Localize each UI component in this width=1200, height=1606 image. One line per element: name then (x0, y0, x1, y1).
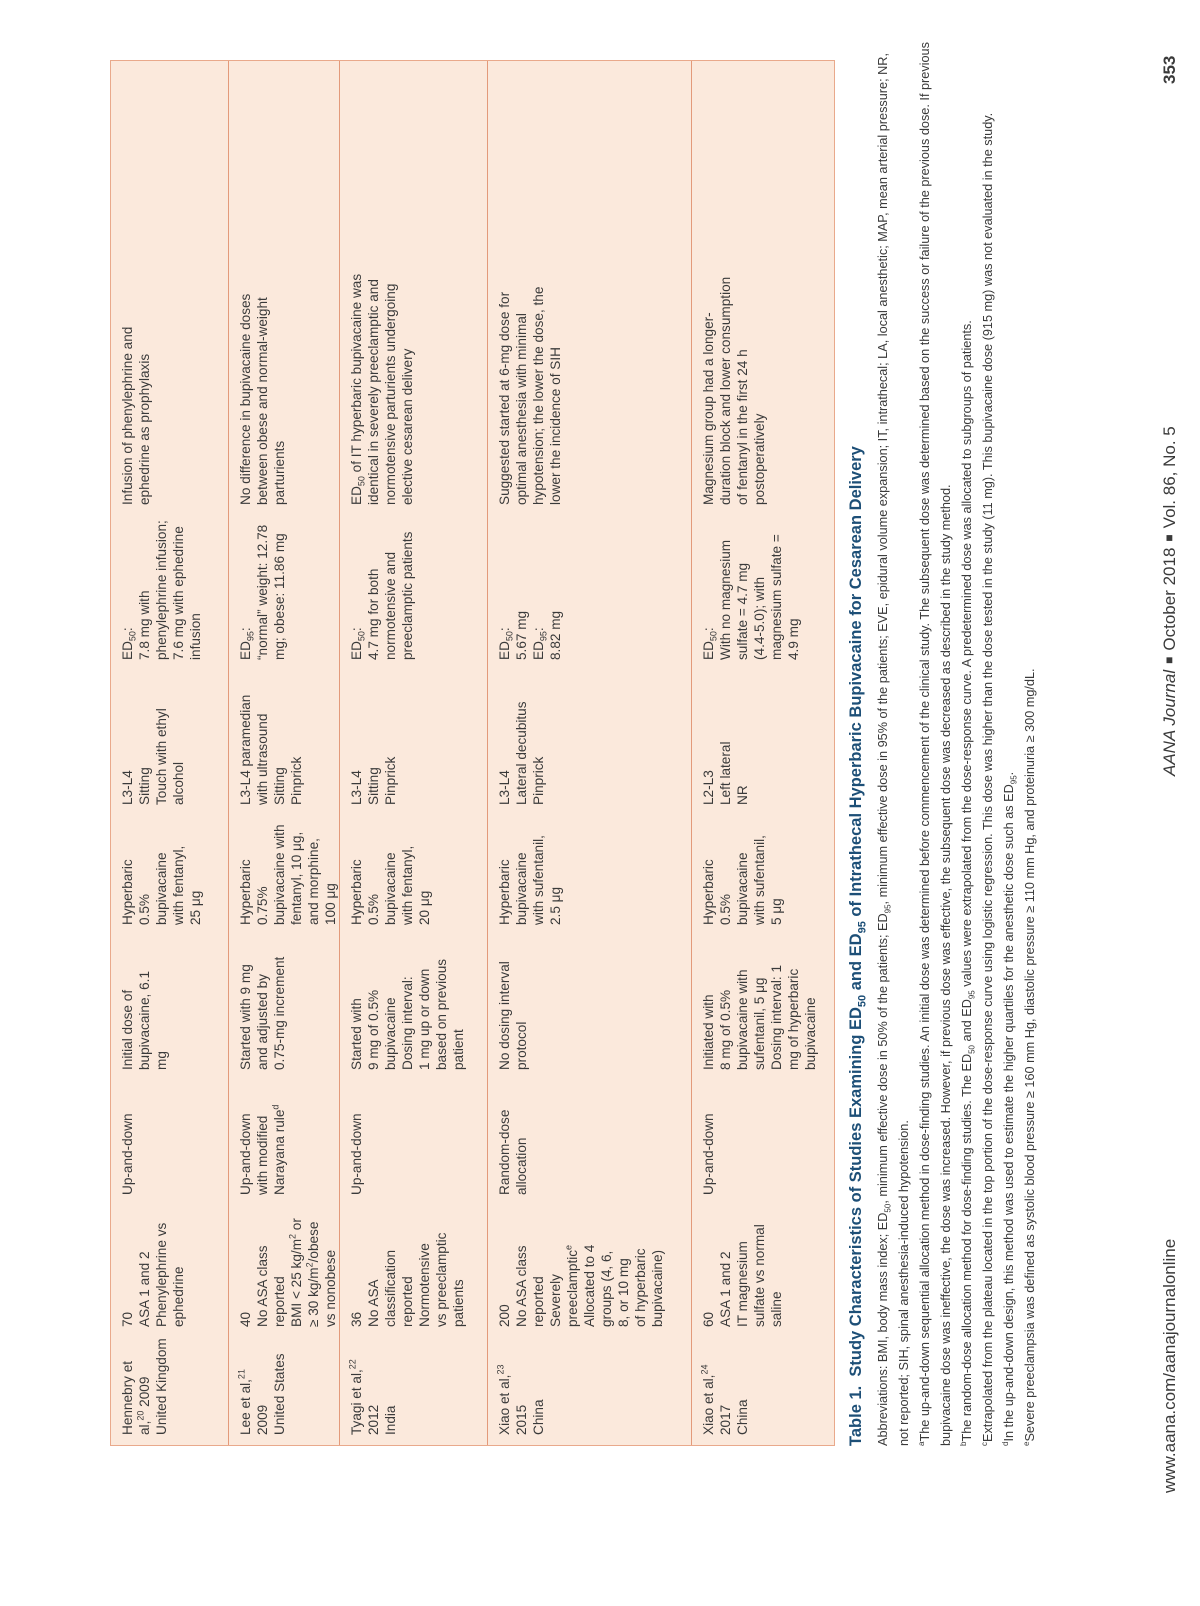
caption-abbreviations: Abbreviations: BMI, body mass index; $ED_{50}$, minimum effective dose in 50% of the patients; $ED_{95}$, minimum effective dose in 95% of the patients; EVE, epidural volume expansion; IT, intrathecal; LA, local anesthetic; MAP, mean arterial pressure; NR, not reported; SIH, spinal anesthesia-induced hypotension. (876, 53, 912, 1446)
cell-method: Up-and-down with modified Narayana rule$^d$ (238, 1104, 287, 1195)
journal-citation: AANA Journal■October 2018■Vol. 86, No. 5 (1160, 426, 1179, 776)
cell-level: L3-L4 Lateral decubitus Pinprick (497, 701, 546, 805)
cell-dose: No dosing interval protocol (497, 961, 529, 1070)
footnote-b: $^b$The random-dose allocation method for dose-finding studies. The $ED_{50}$ and $ED_{95}$ values were extrapolated from the dose-response curve. A predetermined dose was allocated to subgroups of patients. (959, 320, 977, 1446)
cell-conclusion: $ED_{50}$ of IT hyperbaric bupivacaine was identical in severely preeclamptic and normotensive parturients undergoing elective cesarean delivery (349, 273, 415, 505)
cell-patients: 36 No ASA classification reported Normotensive vs preeclamptic patients (349, 1232, 466, 1327)
cell-study: Xiao et al,$^{23}$ 2015 China (495, 1364, 546, 1435)
cell-level: L3-L4 paramedian with ultrasound Sitting Pinprick (238, 694, 304, 805)
cell-conclusion: Magnesium group had a longer- duration block and lower consumption of fentanyl in the first 24 h postoperatively (701, 276, 767, 505)
cell-method: Up-and-down (120, 1113, 135, 1195)
cell-dose: Started with 9 mg of 0.5% bupivacaine Dosing interval: 1 mg up or down based on previous patient (349, 958, 466, 1070)
cell-dose: Initial dose of bupivacaine, 6.1 mg (120, 970, 169, 1070)
page-number: 353 (1160, 55, 1179, 84)
cell-patients: 60 ASA 1 and 2 IT magnesium sulfate vs normal saline (701, 1224, 784, 1327)
cell-drug: Hyperbaric 0.5% bupivacaine with sufentanil, 5 μg (701, 835, 784, 925)
table-row (692, 61, 836, 1445)
page-footer (1160, 0, 1184, 1606)
table-caption (845, 36, 1041, 1446)
cell-conclusion: Suggested started at 6-mg dose for optimal anesthesia with minimal hypotension; the lower the dose, the lower the incidence of SIH (497, 286, 563, 505)
cell-study: Tyagi et al,$^{22}$ 2012 India (347, 1359, 398, 1435)
cell-patients: 200 No ASA class reported Severely preeclamptic$^e$ Allocated to 4 groups (4, 6, 8, or 10 mg of hyperbaric bupivacaine) (497, 1244, 665, 1327)
cell-drug: Hyperbaric 0.5% bupivacaine with fentanyl, 25 μg (120, 845, 203, 925)
study-table (110, 60, 835, 1446)
cell-study: Hennebry et al,$^{20}$ 2009 United Kingdom (120, 1338, 169, 1435)
cell-level: L3-L4 Sitting Pinprick (349, 756, 398, 805)
footnote-a: $^a$The up-and-down sequential allocation method in dose-finding studies. An initial dose was determined before commencement of the clinical study. The subsequent dose was determined based on the success or failure of the previous dose. If previous bupivacaine dose was ineffective, the dose was increased. However, if previous dose was effective, the subsequent dose was decreased as described in the study method. (917, 42, 954, 1446)
table-row (488, 61, 692, 1445)
cell-conclusion: No difference in bupivacaine doses between obese and normal-weight parturients (238, 293, 287, 505)
table-row (111, 61, 229, 1445)
cell-level: L2-L3 Left lateral NR (701, 741, 750, 805)
cell-drug: Hyperbaric bupivacaine with sufentanil, 2.5 μg (497, 835, 563, 925)
footnote-d: $^d$In the up-and-down design, this method was used to estimate the higher quartiles for the anesthetic dose such as $ED_{95}$. (1001, 771, 1019, 1446)
cell-level: L3-L4 Sitting Touch with ethyl alcohol (120, 708, 186, 805)
cell-method: Up-and-down (349, 1113, 364, 1195)
cell-result: $ED_{50}$: With no magnesium sulfate = 4.7 mg (4.4-5.0); with magnesium sulfate = 4.9 mg (701, 534, 801, 660)
cell-result: $ED_{50}$: 5.67 mg $ED_{95}$: 8.82 mg (497, 610, 563, 660)
table-row (340, 61, 488, 1445)
cell-result: $ED_{95}$: “normal” weight: 12.78 mg; obese: 11.86 mg (238, 524, 287, 660)
caption-title: Table 1. Study Characteristics of Studies Examining $ED_{50}$ and $ED_{95}$ of Intrathecal Hyperbaric Bupivacaine for Cesarean Delivery (847, 446, 869, 1446)
journal-url[interactable]: www.aana.com/aanajournalonline (1160, 1238, 1179, 1493)
cell-dose: Initiated with 8 mg of 0.5% bupivacaine with sufentanil, 5 μg Dosing interval: 1 mg of hyperbaric bupivacaine (701, 964, 818, 1070)
cell-dose: Started with 9 mg and adjusted by 0.75-mg increment (238, 956, 287, 1070)
cell-conclusion: Infusion of phenylephrine and ephedrine as prophylaxis (120, 326, 152, 505)
cell-drug: Hyperbaric 0.75% bupivacaine with fentanyl, 10 μg, and morphine, 100 μg (238, 824, 338, 925)
footnote-c: $^c$Extrapolated from the plateau located in the top portion of the dose-response curve using logistic regression. This dose was higher than the dose tested in the study (11 mg). This bupivacaine dose (915 mg) was not evaluated in the study. (980, 112, 996, 1446)
table-row (229, 61, 340, 1445)
cell-result: $ED_{50}$: 7.8 mg with phenylephrine infusion; 7.6 mg with ephedrine infusion (120, 520, 203, 660)
cell-patients: 40 No ASA class reported BMI < 25 $kg/m^2$ or ≥ 30 $kg/m^2$/obese vs nonobese (238, 1218, 338, 1327)
cell-method: Up-and-down (701, 1113, 716, 1195)
footnote-e: $^e$Severe preeclampsia was defined as systolic blood pressure ≥ 160 mm Hg, diastolic pressure ≥ 110 mm Hg, and proteinuria ≥ 300 mg/dL. (1022, 668, 1038, 1446)
cell-result: $ED_{50}$: 4.7 mg for both normotensive and preeclamptic patients (349, 531, 415, 660)
cell-patients: 70 ASA 1 and 2 Phenylephrine vs ephedrine (120, 1222, 186, 1327)
cell-method: Random-dose allocation (497, 1109, 529, 1195)
cell-drug: Hyperbaric 0.5% bupivacaine with fentanyl, 20 μg (349, 845, 432, 925)
cell-study: Lee et al,$^{21}$ 2009 United States (236, 1353, 287, 1435)
cell-study: Xiao et al,$^{24}$ 2017 China (699, 1364, 750, 1435)
